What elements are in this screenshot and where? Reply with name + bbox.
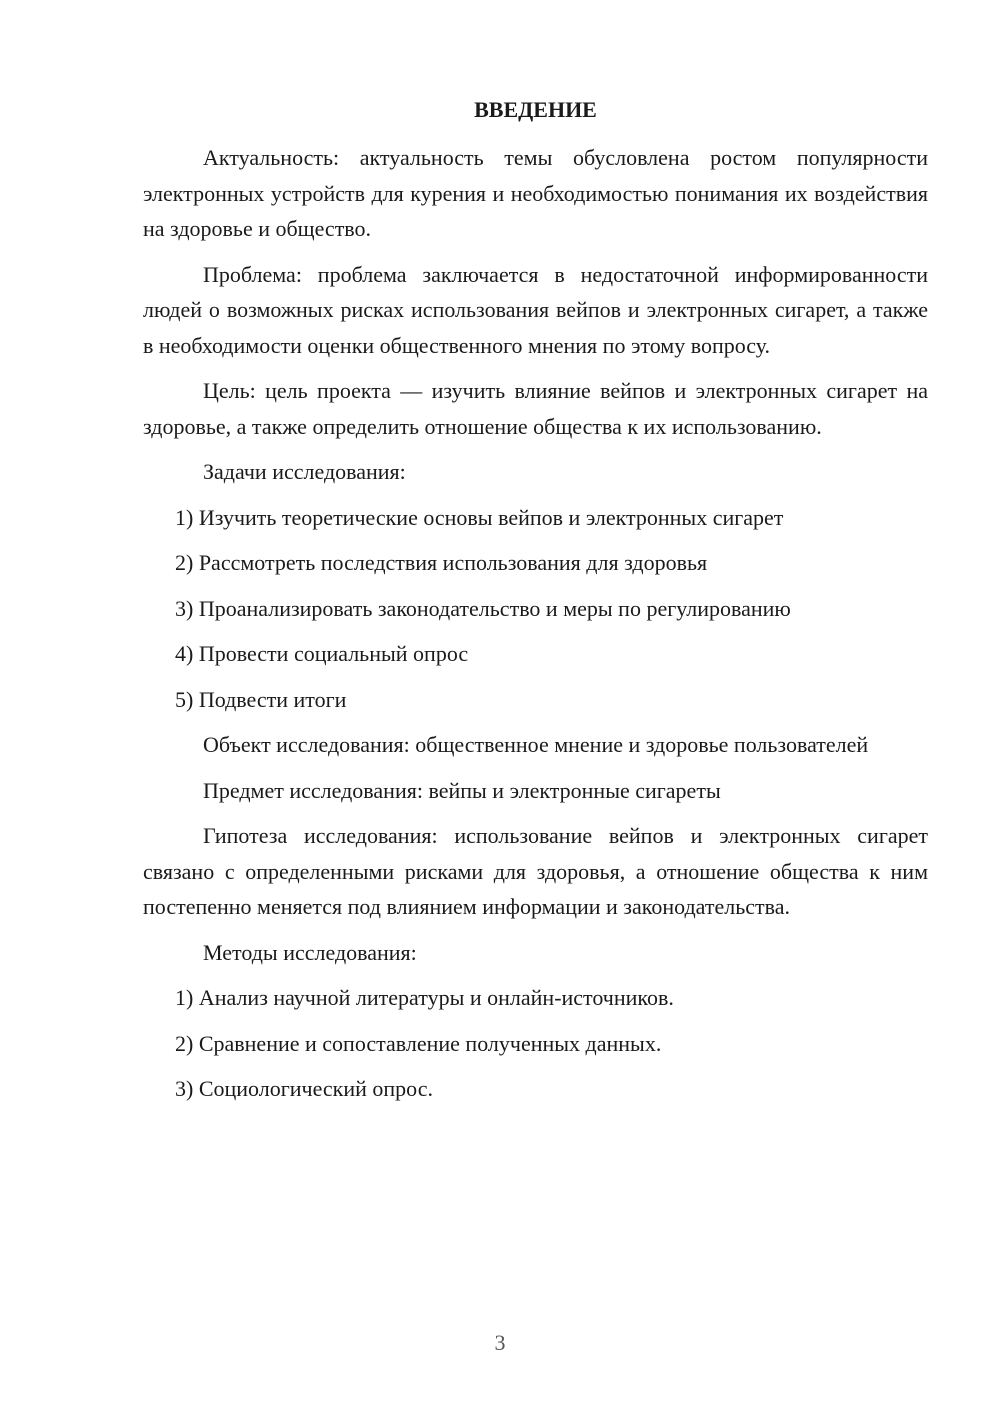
object-paragraph: Объект исследования: общественное мнение и здоровье пользователей — [203, 732, 869, 757]
goal-paragraph: Цель: цель проекта — изучить влияние вейпов и электронных сигарет на здоровье, а также определить отношение общества к их использованию. — [143, 378, 928, 439]
list-item: 5) Подвести итоги — [175, 686, 347, 712]
tasks-heading: Задачи исследования: — [203, 459, 406, 484]
problem-paragraph: Проблема: проблема заключается в недостаточной информированности людей о возможных рисках использования вейпов и электронных сигарет, а также в необходимости оценки общественного мнения по этому вопросу. — [143, 261, 928, 358]
list-item: 2) Сравнение и сопоставление полученных данных. — [175, 1030, 662, 1056]
methods-heading: Методы исследования: — [203, 939, 417, 965]
document-page — [143, 92, 928, 1117]
page-number: 3 — [494, 1330, 506, 1355]
list-item: 3) Социологический опрос. — [175, 1076, 433, 1101]
list-item: 4) Провести социальный опрос — [175, 641, 469, 666]
list-item: 2) Рассмотреть последствия использования для здоровья — [175, 550, 708, 575]
hypothesis-paragraph: Гипотеза исследования: использование вейпов и электронных сигарет связано с определенными рисками для здоровья, а отношение общества к ним постепенно меняется под влиянием информации и законодательства. — [143, 823, 928, 919]
list-item: 1) Анализ научной литературы и онлайн-источников. — [175, 985, 674, 1010]
methods-list — [143, 980, 928, 1107]
tasks-list — [143, 500, 928, 718]
page-title: ВВЕДЕНИЕ — [474, 97, 597, 122]
list-item: 3) Проанализировать законодательство и меры по регулированию — [175, 595, 791, 621]
subject-paragraph: Предмет исследования: вейпы и электронные сигареты — [203, 777, 721, 803]
list-item: 1) Изучить теоретические основы вейпов и электронных сигарет — [175, 504, 784, 530]
relevance-paragraph: Актуальность: актуальность темы обусловлена ростом популярности электронных устройств для курения и необходимостью понимания их воздействия на здоровье и общество. — [143, 145, 928, 241]
